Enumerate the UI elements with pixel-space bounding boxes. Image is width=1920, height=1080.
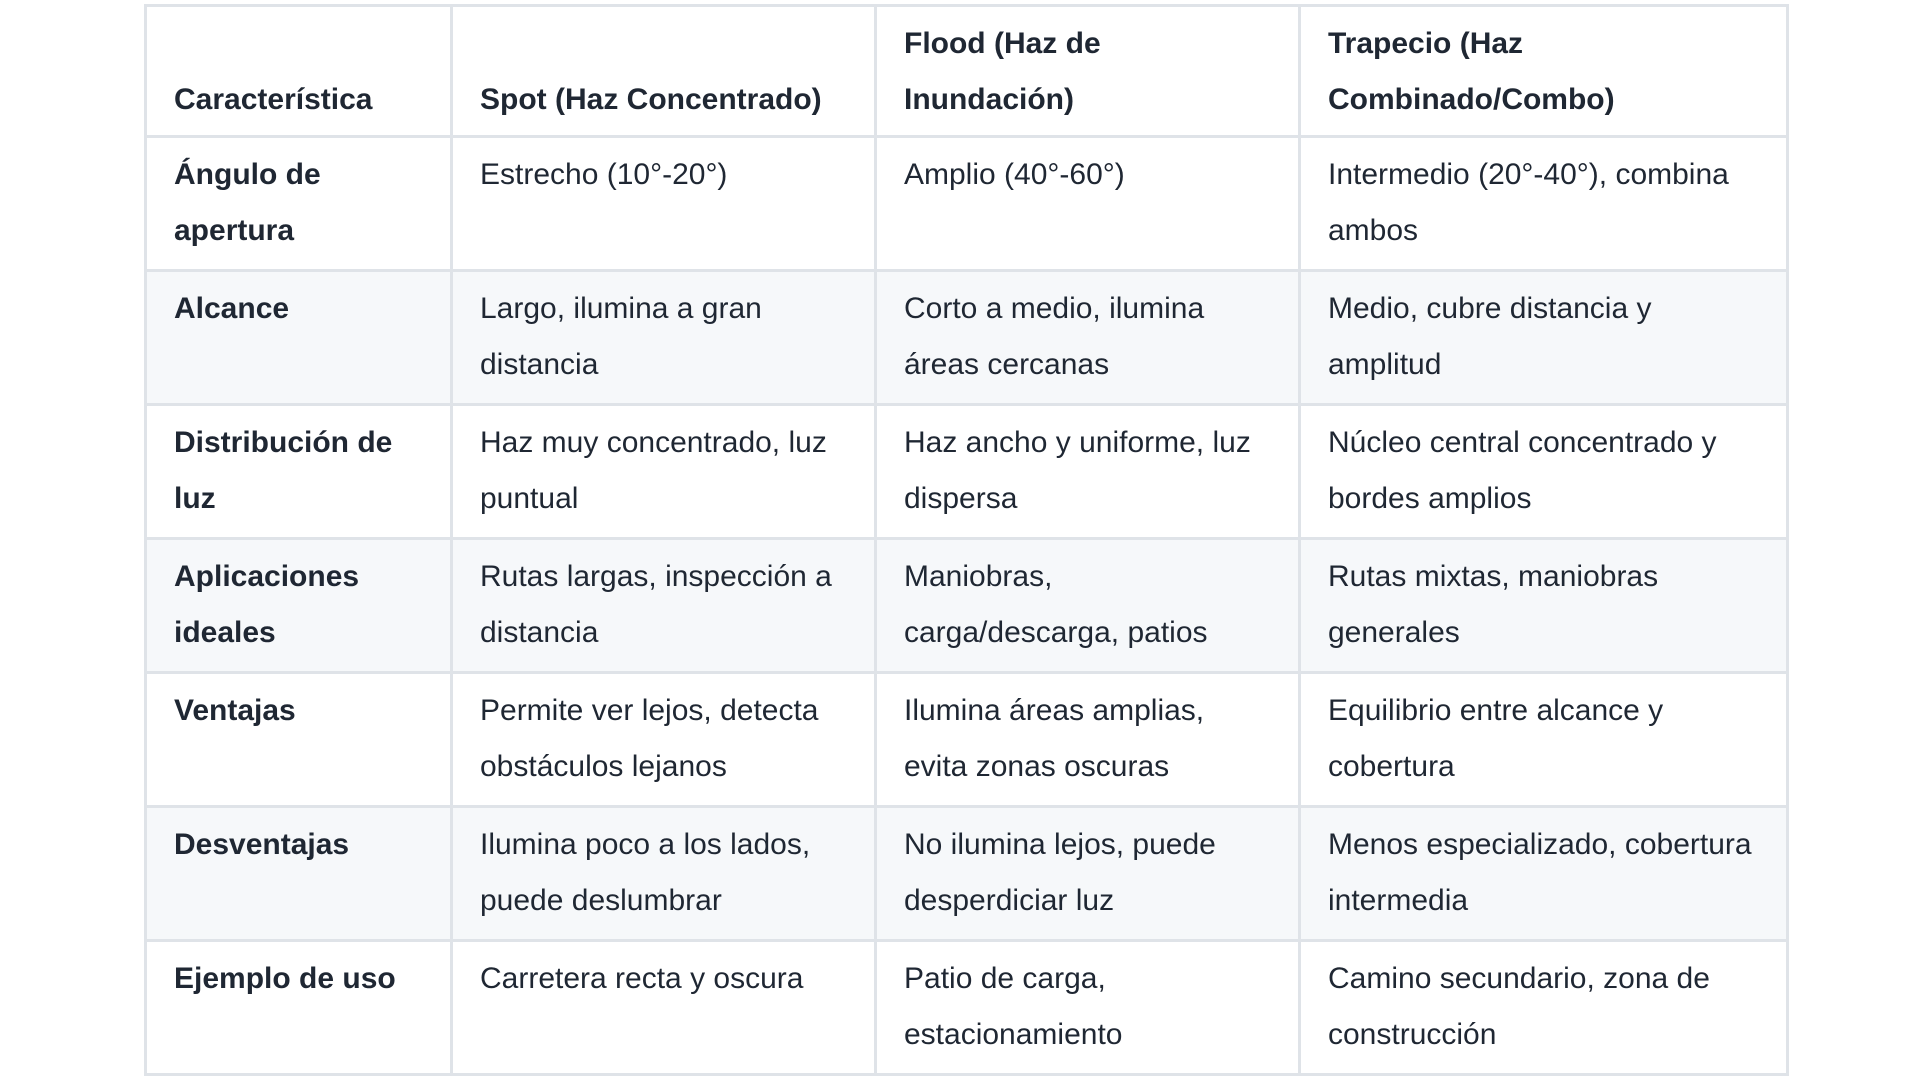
- beam-comparison-table: [144, 4, 1789, 1076]
- table-cell: Núcleo central concentrado y bordes amplios: [1300, 405, 1788, 539]
- header-row: [146, 6, 1788, 137]
- table-row: [146, 405, 1788, 539]
- table-row: [146, 941, 1788, 1075]
- header-flood: Flood (Haz de Inundación): [876, 6, 1300, 137]
- row-label-alcance: Alcance: [146, 271, 452, 405]
- row-label-aplicaciones: Aplicaciones ideales: [146, 539, 452, 673]
- table-cell: Menos especializado, cobertura intermedia: [1300, 807, 1788, 941]
- row-label-ejemplo: Ejemplo de uso: [146, 941, 452, 1075]
- table-cell: Medio, cubre distancia y amplitud: [1300, 271, 1788, 405]
- table-cell: Rutas largas, inspección a distancia: [452, 539, 876, 673]
- table-cell: Carretera recta y oscura: [452, 941, 876, 1075]
- table-cell: Largo, ilumina a gran distancia: [452, 271, 876, 405]
- table-row: [146, 807, 1788, 941]
- row-label-distribucion: Distribución de luz: [146, 405, 452, 539]
- row-label-desventajas: Desventajas: [146, 807, 452, 941]
- header-spot: Spot (Haz Concentrado): [452, 6, 876, 137]
- comparison-table-container: [144, 4, 1786, 1076]
- table-cell: Corto a medio, ilumina áreas cercanas: [876, 271, 1300, 405]
- table-cell: Rutas mixtas, maniobras generales: [1300, 539, 1788, 673]
- table-cell: Patio de carga, estacionamiento: [876, 941, 1300, 1075]
- table-cell: Amplio (40°-60°): [876, 137, 1300, 271]
- table-row: [146, 137, 1788, 271]
- table-row: [146, 539, 1788, 673]
- row-label-angulo: Ángulo de apertura: [146, 137, 452, 271]
- table-cell: Permite ver lejos, detecta obstáculos lejanos: [452, 673, 876, 807]
- table-cell: Haz ancho y uniforme, luz dispersa: [876, 405, 1300, 539]
- table-cell: Ilumina poco a los lados, puede deslumbrar: [452, 807, 876, 941]
- table-cell: Maniobras, carga/descarga, patios: [876, 539, 1300, 673]
- table-cell: No ilumina lejos, puede desperdiciar luz: [876, 807, 1300, 941]
- table-header: [146, 6, 1788, 137]
- row-label-ventajas: Ventajas: [146, 673, 452, 807]
- header-trapecio: Trapecio (Haz Combinado/Combo): [1300, 6, 1788, 137]
- table-cell: Haz muy concentrado, luz puntual: [452, 405, 876, 539]
- table-cell: Intermedio (20°-40°), combina ambos: [1300, 137, 1788, 271]
- table-cell: Estrecho (10°-20°): [452, 137, 876, 271]
- table-cell: Equilibrio entre alcance y cobertura: [1300, 673, 1788, 807]
- header-caracteristica: Característica: [146, 6, 452, 137]
- table-cell: Ilumina áreas amplias, evita zonas oscuras: [876, 673, 1300, 807]
- table-cell: Camino secundario, zona de construcción: [1300, 941, 1788, 1075]
- table-body: [146, 137, 1788, 1075]
- table-row: [146, 271, 1788, 405]
- table-row: [146, 673, 1788, 807]
